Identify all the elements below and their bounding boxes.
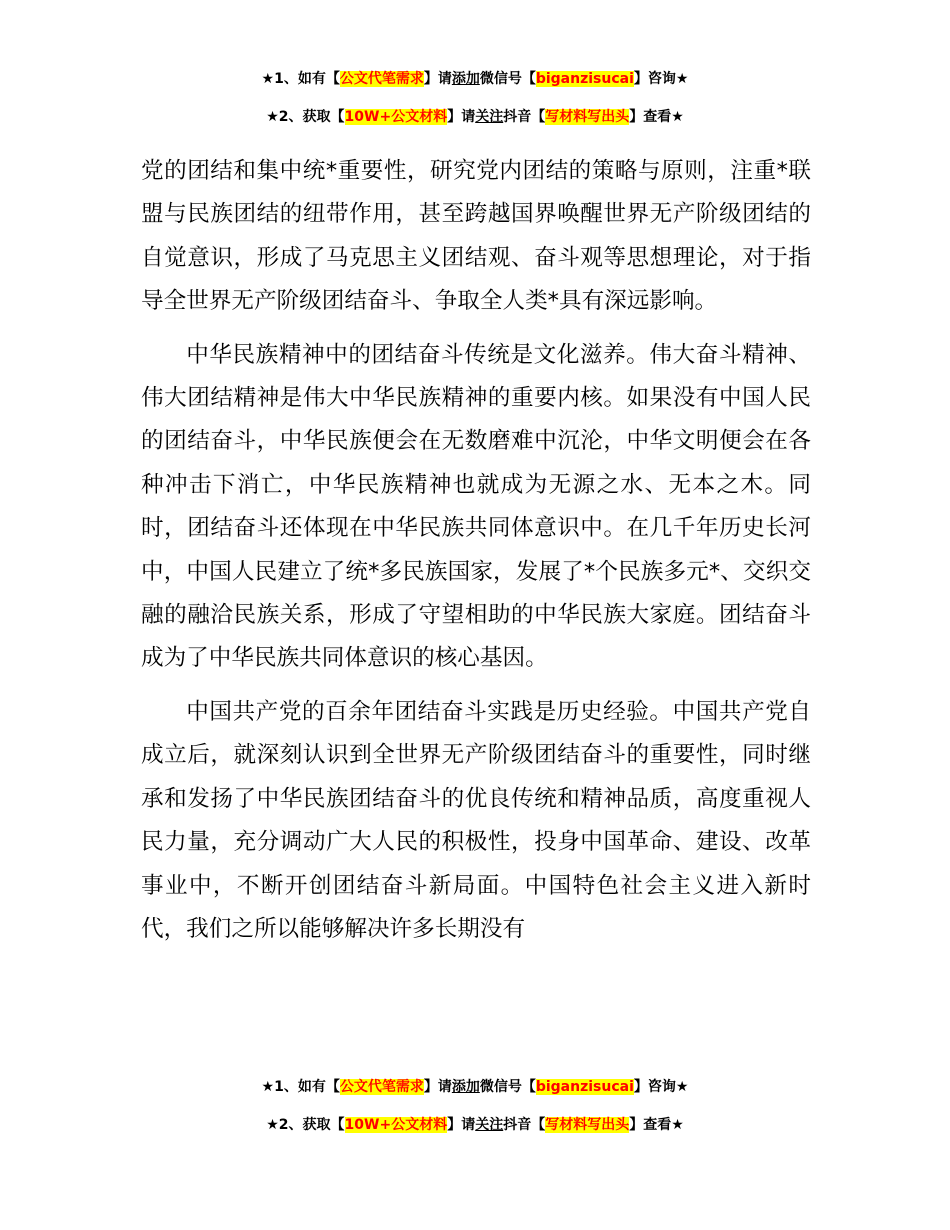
promo-suffix: 】咨询 [633, 71, 676, 87]
star-icon: ★ [266, 109, 279, 125]
promo-underlined-text: 关注 [475, 1117, 504, 1133]
footer-promo-line-1 [0, 1077, 950, 1097]
promo-prefix: 2、获取【 [278, 109, 345, 125]
promo-text: 】请 [447, 1117, 476, 1133]
body-paragraph-1: 党的团结和集中统*重要性，研究党内团结的策略与原则，注重*联盟与民族团结的纽带作用，甚至跨越国界唤醒世界无产阶级团结的自觉意识，形成了马克思主义团结观、奋斗观等思想理论，对于指导全世界无产阶级团结奋斗、争取全人类*具有深远影响。 [141, 158, 811, 315]
star-icon: ★ [675, 71, 689, 87]
promo-highlight: 公文代笔需求 [339, 1079, 424, 1095]
body-paragraph-3: 中国共产党的百余年团结奋斗实践是历史经验。中国共产党自成立后，就深刻认识到全世界无产阶级团结奋斗的重要性，同时继承和发扬了中华民族团结奋斗的优良传统和精神品质，高度重视人民力量，充分调动广大人民的积极性，投身中国革命、建设、改革事业中，不断开创团结奋斗新局面。中国特色社会主义进入新时代，我们之所以能够解决许多长期没有 [141, 698, 811, 942]
header-promo-line-1 [0, 69, 950, 89]
promo-underlined-text: 添加 [451, 71, 480, 87]
promo-prefix: 1、如有【 [274, 71, 340, 87]
douyin-account-highlight: 写材料写出头 [545, 1117, 630, 1133]
douyin-account-highlight: 写材料写出头 [545, 109, 630, 125]
star-icon: ★ [261, 1079, 275, 1095]
star-icon: ★ [671, 109, 684, 125]
wechat-id-highlight: biganzisucai [535, 1079, 634, 1095]
star-icon: ★ [675, 1079, 689, 1095]
promo-text: 】请 [423, 1079, 452, 1095]
footer-promo-line-2 [0, 1115, 950, 1135]
star-icon: ★ [261, 71, 275, 87]
star-icon: ★ [266, 1117, 279, 1133]
document-body [141, 150, 811, 951]
promo-underlined-text: 添加 [451, 1079, 480, 1095]
promo-prefix: 1、如有【 [274, 1079, 340, 1095]
promo-suffix: 】咨询 [633, 1079, 676, 1095]
promo-highlight: 10W+公文材料 [344, 109, 448, 125]
body-paragraph-2: 中华民族精神中的团结奋斗传统是文化滋养。伟大奋斗精神、伟大团结精神是伟大中华民族精神的重要内核。如果没有中国人民的团结奋斗，中华民族便会在无数磨难中沉沦，中华文明便会在各种冲击下消亡，中华民族精神也就成为无源之水、无本之木。同时，团结奋斗还体现在中华民族共同体意识中。在几千年历史长河中，中国人民建立了统*多民族国家，发展了*个民族多元*、交织交融的融洽民族关系，形成了守望相助的中华民族大家庭。团结奋斗成为了中华民族共同体意识的核心基因。 [141, 341, 811, 672]
promo-text: 微信号【 [479, 71, 536, 87]
promo-text: 微信号【 [479, 1079, 536, 1095]
header-promo-line-2 [0, 107, 950, 127]
promo-text: 】请 [447, 109, 476, 125]
promo-text: 】请 [423, 71, 452, 87]
promo-prefix: 2、获取【 [278, 1117, 345, 1133]
promo-suffix: 】查看 [629, 1117, 672, 1133]
star-icon: ★ [671, 1117, 684, 1133]
promo-highlight: 公文代笔需求 [339, 71, 424, 87]
promo-suffix: 】查看 [629, 109, 672, 125]
promo-underlined-text: 关注 [475, 109, 504, 125]
wechat-id-highlight: biganzisucai [535, 71, 634, 87]
promo-text: 抖音【 [503, 109, 546, 125]
promo-highlight: 10W+公文材料 [344, 1117, 448, 1133]
promo-text: 抖音【 [503, 1117, 546, 1133]
